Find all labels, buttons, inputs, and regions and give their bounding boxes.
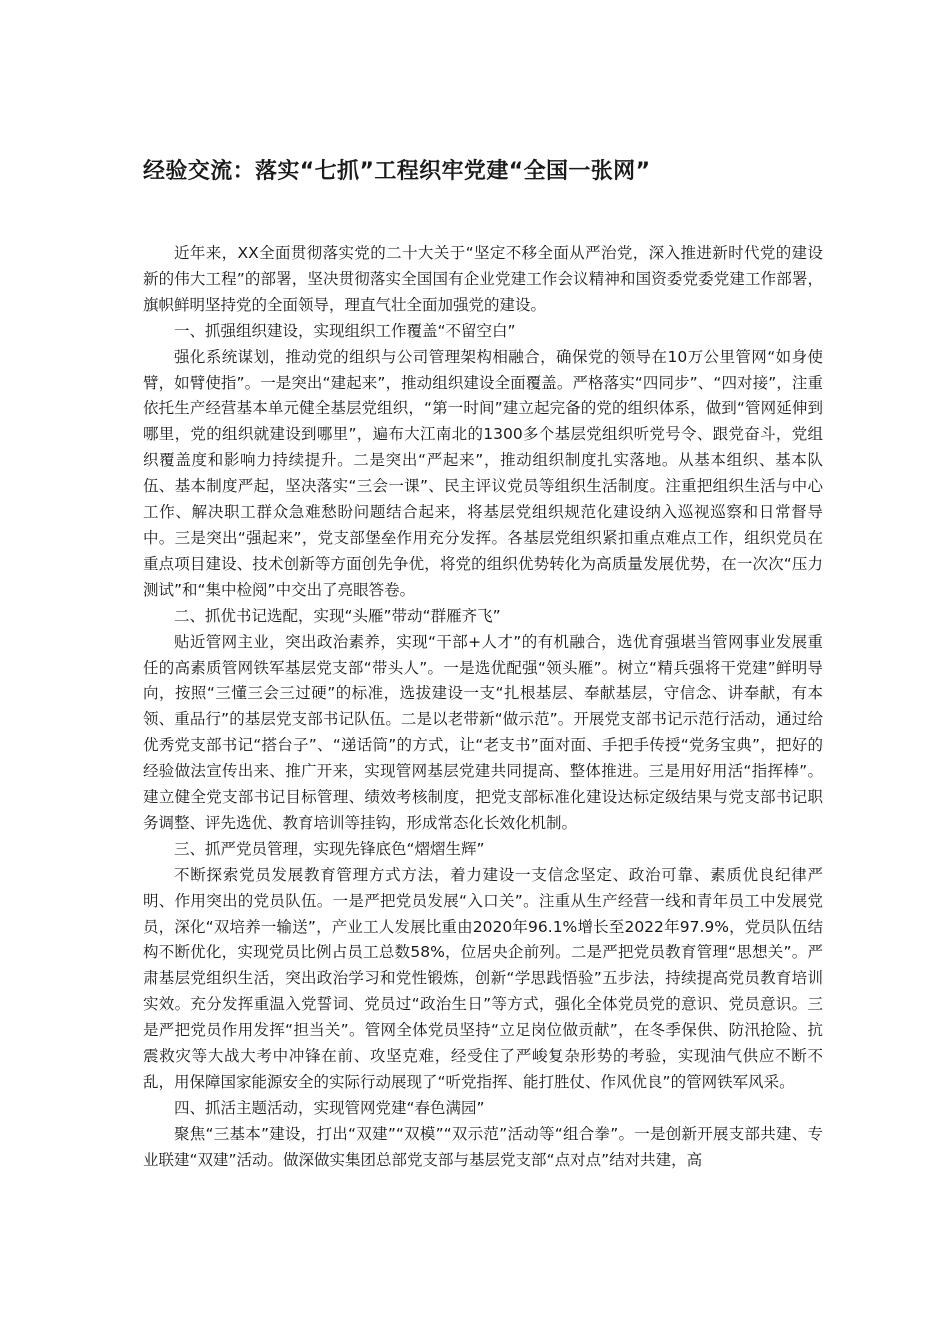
body-paragraph: 近年来，XX全面贯彻落实党的二十大关于“坚定不移全面从严治党，深入推进新时代党的建设新的伟大工程”的部署，坚决贯彻落实全国国有企业党建工作会议精神和国资委党委党建工作部署，旗帜鲜明坚持党的全面领导，理直气壮全面加强党的建设。 — [143, 244, 823, 314]
body-paragraph: 强化系统谋划，推动党的组织与公司管理架构相融合，确保党的领导在10万公里管网“如身使臂，如臂使指”。一是突出“建起来”，推动组织建设全面覆盖。严格落实“四同步”、“四对接”，注重依托生产经营基本单元健全基层党组织，“第一时间”建立起完备的党的组织体系，做到“管网延伸到哪里，党的组织就建设到哪里”，遍布大江南北的1300多个基层党组织听党号令、跟党奋斗，党组织覆盖度和影响力持续提升。二是突出“严起来”，推动组织制度扎实落地。从基本组织、基本队伍、基本制度严起，坚决落实“三会一课”、民主评议党员等组织生活制度。注重把组织生活与中心工作、解决职工群众急难愁盼问题结合起来，将基层党组织规范化建设纳入巡视巡察和日常督导中。三是突出“强起来”，党支部堡垒作用充分发挥。各基层党组织紧扣重点难点工作，组织党员在重点项目建设、技术创新等方面创先争优，将党的组织优势转化为高质量发展优势，在一次次“压力测试”和“集中检阅”中交出了亮眼答卷。 — [143, 347, 823, 599]
document-title: 经验交流：落实“七抓”工程织牢党建“全国一张网” — [143, 159, 651, 184]
section-heading: 四、抓活主题活动，实现管网党建“春色满园” — [174, 1098, 485, 1117]
section-heading: 一、抓强组织建设，实现组织工作覆盖“不留空白” — [174, 321, 516, 340]
section-heading: 二、抓优书记选配，实现“头雁”带动“群雁齐飞” — [174, 606, 501, 625]
body-paragraph: 不断探索党员发展教育管理方式方法，着力建设一支信念坚定、政治可靠、素质优良纪律严明、作用突出的党员队伍。一是严把党员发展“入口关”。注重从生产经营一线和青年员工中发展党员，深化“双培养一输送”，产业工人发展比重由2020年96.1%增长至2022年97.9%，党员队伍结构不断优化，实现党员比例占员工总数58%，位居央企前列。二是严把党员教育管理“思想关”。严肃基层党组织生活，突出政治学习和党性锻炼，创新“学思践悟验”五步法，持续提高党员教育培训实效。充分发挥重温入党誓词、党员过“政治生日”等方式，强化全体党员党的意识、党员意识。三是严把党员作用发挥“担当关”。管网全体党员坚持“立足岗位做贡献”，在冬季保供、防汛抢险、抗震救灾等大战大考中冲锋在前、攻坚克难，经受住了严峻复杂形势的考验，实现油气供应不断不乱，用保障国家能源安全的实际行动展现了“听党指挥、能打胜仗、作风优良”的管网铁军风采。 — [143, 865, 823, 1091]
body-paragraph: 贴近管网主业，突出政治素养，实现“干部+人才”的有机融合，选优育强堪当管网事业发展重任的高素质管网铁军基层党支部“带头人”。一是选优配强“领头雁”。树立“精兵强将干党建”鲜明导向，按照“三懂三会三过硬”的标准，选拔建设一支“扎根基层、奉献基层，守信念、讲奉献，有本领、重品行”的基层党支部书记队伍。二是以老带新“做示范”。开展党支部书记示范行活动，通过给优秀党支部书记“搭台子”、“递话筒”的方式，让“老支书”面对面、手把手传授“党务宝典”，把好的经验做法宣传出来、推广开来，实现管网基层党建共同提高、整体推进。三是用好用活“指挥棒”。建立健全党支部书记目标管理、绩效考核制度，把党支部标准化建设达标定级结果与党支部书记职务调整、评先选优、教育培训等挂钩，形成常态化长效化机制。 — [143, 632, 823, 832]
body-paragraph: 聚焦“三基本”建设，打出“双建”“双模”“双示范”活动等“组合拳”。一是创新开展支部共建、专业联建“双建”活动。做深做实集团总部党支部与基层党支部“点对点”结对共建，高 — [143, 1124, 823, 1169]
document-body — [143, 241, 823, 1174]
section-heading: 三、抓严党员管理，实现先锋底色“熠熠生辉” — [174, 839, 485, 858]
